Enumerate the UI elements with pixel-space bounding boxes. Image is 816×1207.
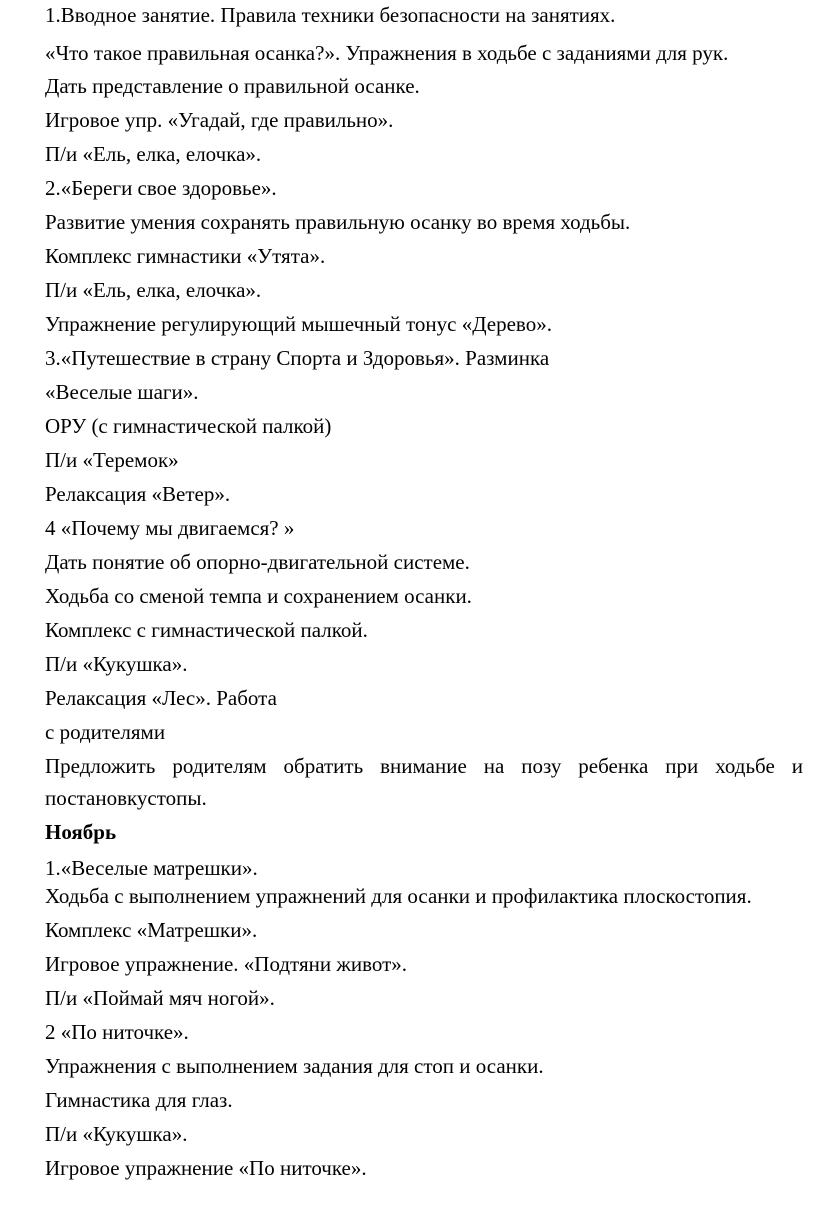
text-line-12: «Веселые шаги». [45,380,199,404]
text-line-19: Комплекс с гимнастической палкой. [45,618,368,642]
text-line-8: Комплекс гимнастики «Утята». [45,244,326,268]
text-line-3: Дать представление о правильной осанке. [45,74,420,98]
text-line-30: П/и «Поймай мяч ногой». [45,986,275,1010]
text-line-27: Ходьба с выполнением упражнений для осанки и профилактика плоскостопия. [45,884,752,908]
text-line-26: 1.«Веселые матрешки». [45,856,258,880]
section-heading-november: Ноябрь [45,820,117,844]
text-line-21: Релаксация «Лес». Работа [45,686,277,710]
text-line-5: П/и «Ель, елка, елочка». [45,142,262,166]
text-line-22: с родителями [45,720,166,744]
text-line-35: Игровое упражнение «По ниточке». [45,1156,367,1180]
text-line-29: Игровое упражнение. «Подтяни живот». [45,952,408,976]
text-line-4: Игровое упр. «Угадай, где правильно». [45,108,394,132]
text-line-16: 4 «Почему мы двигаемся? » [45,516,295,540]
text-line-18: Ходьба со сменой темпа и сохранением осанки. [45,584,472,608]
text-line-34: П/и «Кукушка». [45,1122,188,1146]
text-line-13: ОРУ (с гимнастической палкой) [45,414,332,438]
text-line-6: 2.«Береги свое здоровье». [45,176,277,200]
text-line-1: 1.Вводное занятие. Правила техники безопасности на занятиях. [45,3,616,27]
text-line-31: 2 «По ниточке». [45,1020,189,1044]
text-line-11: 3.«Путешествие в страну Спорта и Здоровья». Разминка [45,346,550,370]
text-line-10: Упражнение регулирующий мышечный тонус «Дерево». [45,312,552,336]
text-line-9: П/и «Ель, елка, елочка». [45,278,262,302]
text-line-15: Релаксация «Ветер». [45,482,231,506]
text-line-28: Комплекс «Матрешки». [45,918,258,942]
text-line-7: Развитие умения сохранять правильную осанку во время ходьбы. [45,210,631,234]
text-line-23: Предложить родителям обратить внимание на позу ребенка при ходьбе и [45,754,803,778]
text-line-33: Гимнастика для глаз. [45,1088,233,1112]
text-line-14: П/и «Теремок» [45,448,179,472]
text-line-2: «Что такое правильная осанка?». Упражнения в ходьбе с заданиями для рук. [45,41,729,65]
text-line-17: Дать понятие об опорно-двигательной системе. [45,550,470,574]
text-line-20: П/и «Кукушка». [45,652,188,676]
text-line-24: постановкустопы. [45,786,207,810]
text-line-32: Упражнения с выполнением задания для стоп и осанки. [45,1054,544,1078]
